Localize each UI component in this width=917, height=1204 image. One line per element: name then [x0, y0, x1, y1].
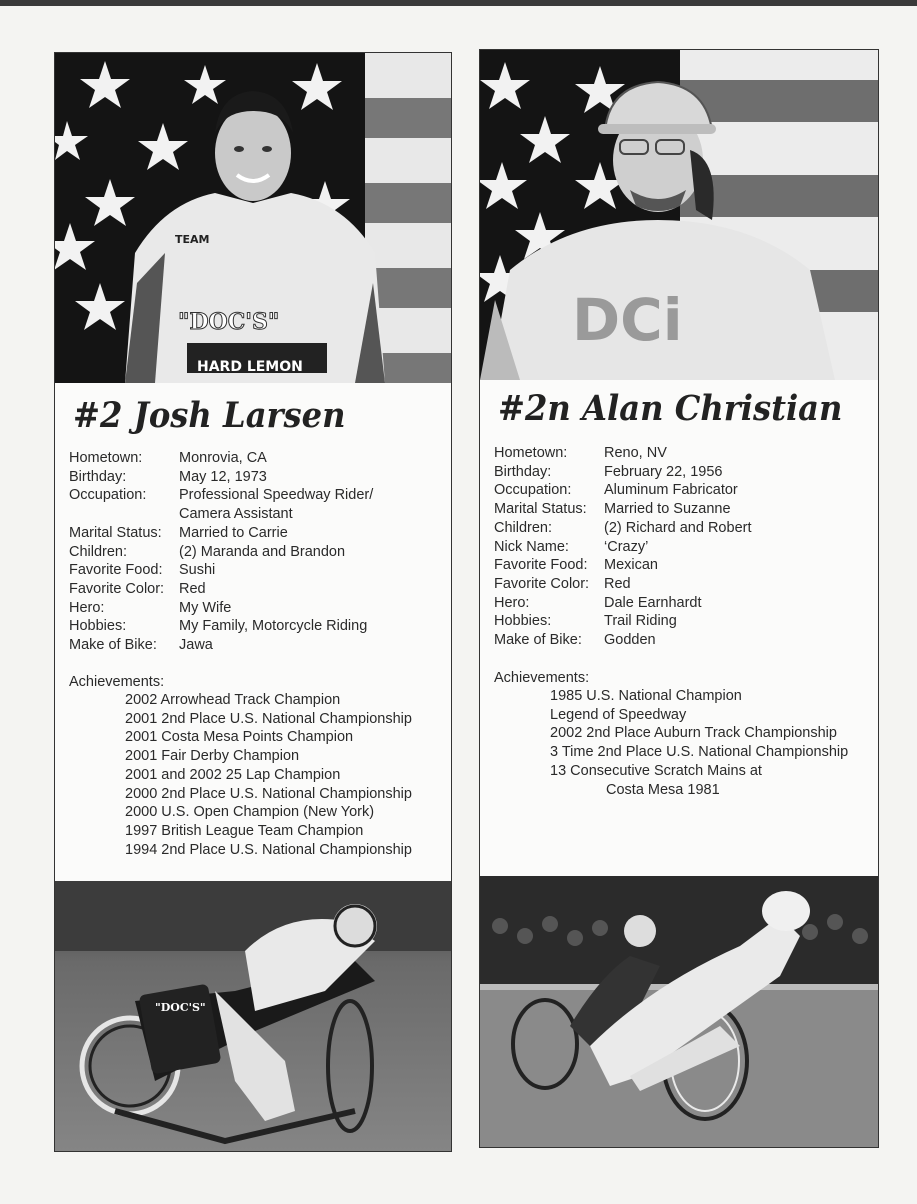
- scan-edge: [0, 0, 917, 6]
- detail-row: Hero: My Wife: [69, 599, 232, 616]
- achievements-list: [550, 687, 848, 799]
- racing-action-photo: [480, 876, 878, 1148]
- detail-row: Hero: Dale Earnhardt: [494, 594, 702, 611]
- detail-row: Occupation: Aluminum Fabricator: [494, 482, 738, 499]
- detail-row: Hometown: Reno, NV: [494, 445, 667, 461]
- american-flag-background: [55, 53, 451, 383]
- bike-sponsor-docs: "DOC'S": [155, 1001, 206, 1014]
- detail-row: Occupation: Professional Speedway Rider/: [69, 487, 374, 504]
- list-item: 13 Consecutive Scratch Mains at: [550, 762, 762, 779]
- detail-row: Hobbies: Trail Riding: [494, 613, 677, 630]
- rider-details: [494, 444, 752, 650]
- detail-row: Make of Bike: Godden: [494, 632, 656, 649]
- detail-row: Favorite Color: Red: [494, 575, 631, 592]
- list-item: 2001 and 2002 25 Lap Champion: [125, 766, 341, 783]
- detail-row: Children: (2) Maranda and Brandon: [69, 543, 346, 560]
- detail-row: Nick Name: ‘Crazy’: [494, 538, 649, 555]
- detail-row: Favorite Food: Sushi: [69, 562, 216, 579]
- list-item: 2001 2nd Place U.S. National Championship: [125, 710, 412, 727]
- rider-card-josh-larsen: [54, 52, 452, 1152]
- detail-row: Hometown: Monrovia, CA: [69, 450, 267, 466]
- jersey-team-text: TEAM: [175, 233, 210, 246]
- rider-portrait-photo: [55, 53, 451, 383]
- speedway-bike-scene: [55, 881, 451, 1151]
- rider-card-alan-christian: [479, 49, 879, 1148]
- american-flag-background: [480, 50, 878, 380]
- detail-row: Hobbies: My Family, Motorcycle Riding: [69, 618, 368, 635]
- list-item: 1997 British League Team Champion: [125, 822, 364, 839]
- list-item: Costa Mesa 1981: [606, 781, 720, 798]
- jersey-sponsor-hard-lemon: HARD LEMON: [197, 359, 303, 375]
- detail-row: Camera Assistant: [179, 506, 293, 523]
- list-item: 2000 2nd Place U.S. National Championship: [125, 785, 412, 802]
- detail-row: Make of Bike: Jawa: [69, 637, 213, 654]
- detail-row: Marital Status: Married to Suzanne: [494, 501, 731, 518]
- detail-row: Marital Status: Married to Carrie: [69, 524, 288, 541]
- detail-row: Birthday: May 12, 1973: [69, 468, 267, 485]
- list-item: 2002 Arrowhead Track Champion: [125, 692, 341, 708]
- jersey-logo-dci: DCi: [572, 286, 683, 354]
- rider-name: #2n Alan Christian: [498, 388, 843, 429]
- detail-row: Birthday: February 22, 1956: [494, 463, 723, 480]
- jersey-sponsor-docs: "DOC'S": [178, 309, 280, 335]
- racing-action-photo: [55, 881, 451, 1151]
- achievements-heading: Achievements:: [69, 674, 165, 690]
- list-item: 2001 Fair Derby Champion: [125, 748, 300, 765]
- detail-row: Favorite Color: Red: [69, 580, 206, 597]
- rider-portrait-photo: [480, 50, 878, 380]
- list-item: Legend of Speedway: [550, 706, 687, 723]
- detail-row: Children: (2) Richard and Robert: [494, 519, 752, 536]
- list-item: 1985 U.S. National Champion: [550, 688, 742, 704]
- rider-details: [69, 449, 373, 655]
- speedway-race-scene: [480, 876, 878, 1148]
- list-item: 3 Time 2nd Place U.S. National Championship: [550, 744, 849, 761]
- detail-row: Favorite Food: Mexican: [494, 557, 658, 574]
- rider-name: #2 Josh Larsen: [73, 395, 346, 436]
- achievements-heading: Achievements:: [494, 670, 590, 686]
- list-item: 1994 2nd Place U.S. National Championship: [125, 841, 412, 858]
- list-item: 2000 U.S. Open Champion (New York): [125, 804, 375, 821]
- list-item: 2001 Costa Mesa Points Champion: [125, 729, 354, 746]
- achievements-list: [125, 691, 412, 859]
- list-item: 2002 2nd Place Auburn Track Championship: [550, 725, 837, 742]
